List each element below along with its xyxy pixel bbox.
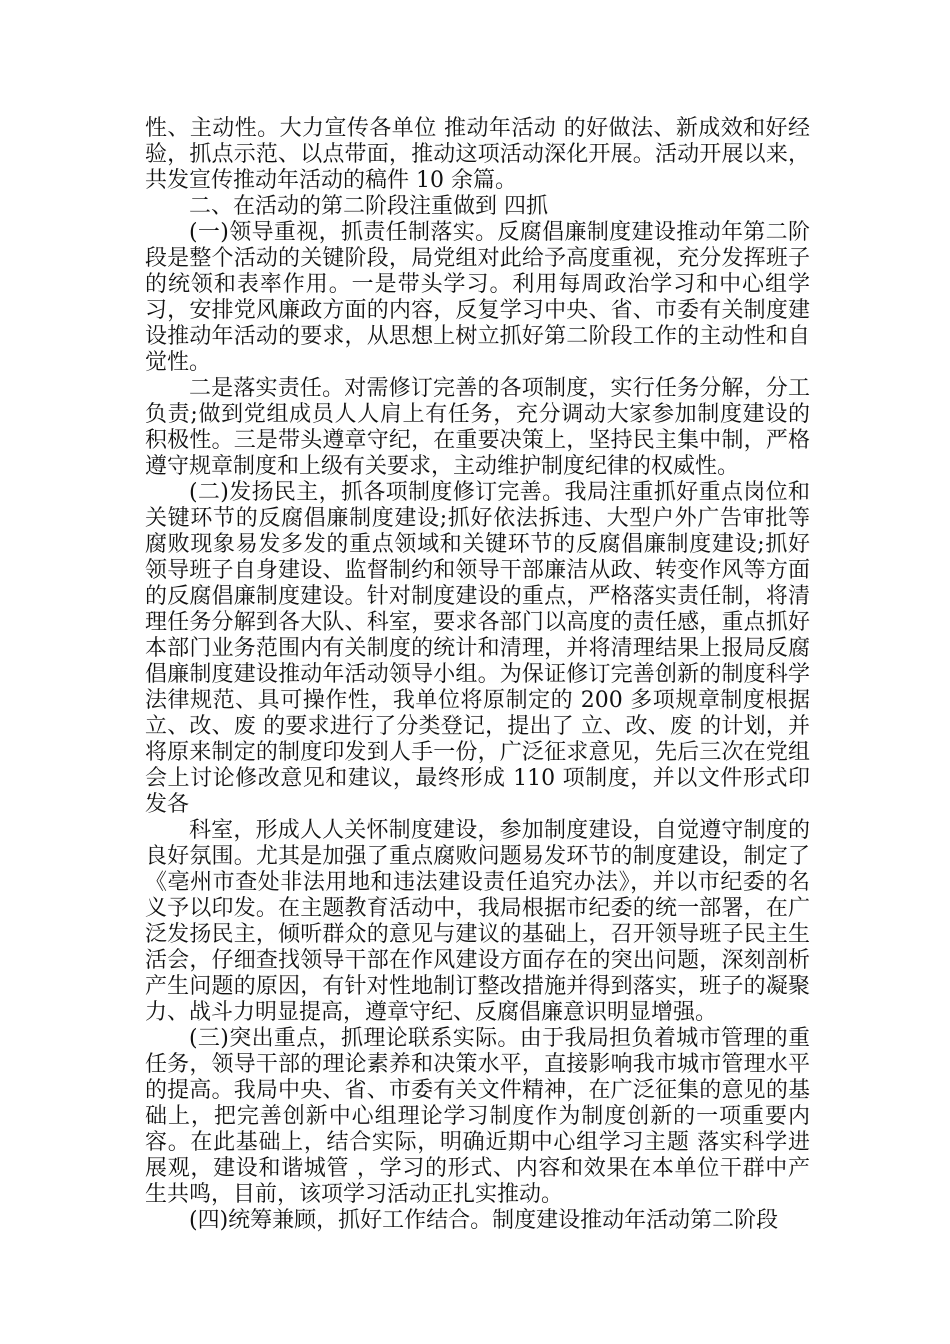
paragraph-item-1: (一)领导重视，抓责任制落实。反腐倡廉制度建设推动年第二阶段是整个活动的关键阶段，局党组对此给予高度重视，充分发挥班子的统领和表率作用。一是带头学习。利用每周政治学习和中心组学习，安排党风廉政方面的内容，反复学习中央、省、市委有关制度建设推动年活动的要求，从思想上树立抓好第二阶段工作的主动性和自觉性。 bbox=[145, 220, 810, 375]
paragraph-1: 性、主动性。大力宣传各单位 推动年活动 的好做法、新成效和好经验，抓点示范、以点带面，推动这项活动深化开展。活动开展以来，共发宣传推动年活动的稿件 10 余篇。 bbox=[145, 116, 810, 193]
paragraph-item-3: (三)突出重点，抓理论联系实际。由于我局担负着城市管理的重任务，领导干部的理论素养和决策水平，直接影响我市城市管理水平的提高。我局中央、省、市委有关文件精神，在广泛征集的意见的基础上，把完善创新中心组理论学习制度作为制度创新的一项重要内容。在此基础上，结合实际，明确近期中心组学习主题 落实科学进展观，建设和谐城管 ，学习的形式、内容和效果在本单位干群中产生共鸣，目前，该项学习活动正扎实推动。 bbox=[145, 1026, 810, 1207]
paragraph-item-2: (二)发扬民主，抓各项制度修订完善。我局注重抓好重点岗位和关键环节的反腐倡廉制度建设;抓好依法拆违、大型户外广告审批等腐败现象易发多发的重点领域和关键环节的反腐倡廉制度建设;抓好领导班子自身建设、监督制约和领导干部廉洁从政、转变作风等方面的反腐倡廉制度建设。针对制度建设的重点，严格落实责任制，将清理任务分解到各大队、科室，要求各部门以高度的责任感，重点抓好本部门业务范围内有关制度的统计和清理，并将清理结果上报局反腐倡廉制度建设推动年活动领导小组。为保证修订完善创新的制度科学法律规范、具可操作性，我单位将原制定的 200 多项规章制度根据 立、改、废 的要求进行了分类登记，提出了 立、改、废 的计划，并将原来制定的制度印发到人手一份，广泛征求意见，先后三次在党组会上讨论修改意见和建议，最终形成 110 项制度，并以文件形式印发各 bbox=[145, 480, 810, 817]
paragraph-responsibility: 二是落实责任。对需修订完善的各项制度，实行任务分解，分工负责;做到党组成员人人肩上有任务，充分调动大家参加制度建设的积极性。三是带头遵章守纪，在重要决策上，坚持民主集中制，严格遵守规章制度和上级有关要求，主动维护制度纪律的权威性。 bbox=[145, 376, 810, 479]
paragraph-item-2-cont: 科室，形成人人关怀制度建设，参加制度建设，自觉遵守制度的良好氛围。尤其是加强了重点腐败问题易发环节的制度建设，制定了《亳州市查处非法用地和违法建设责任追究办法》，并以市纪委的名义予以印发。在主题教育活动中，我局根据市纪委的统一部署，在广泛发扬民主，倾听群众的意见与建议的基础上，召开领导班子民主生活会，仔细查找领导干部在作风建设方面存在的突出问题，深刻剖析产生问题的原因，有针对性地制订整改措施并得到落实，班子的凝聚力、战斗力明显提高，遵章守纪、反腐倡廉意识明显增强。 bbox=[145, 818, 810, 1025]
document-body bbox=[145, 116, 810, 1234]
section-heading-2: 二、在活动的第二阶段注重做到 四抓 bbox=[189, 194, 548, 219]
paragraph-item-4: (四)统筹兼顾，抓好工作结合。制度建设推动年活动第二阶段 bbox=[189, 1208, 779, 1233]
